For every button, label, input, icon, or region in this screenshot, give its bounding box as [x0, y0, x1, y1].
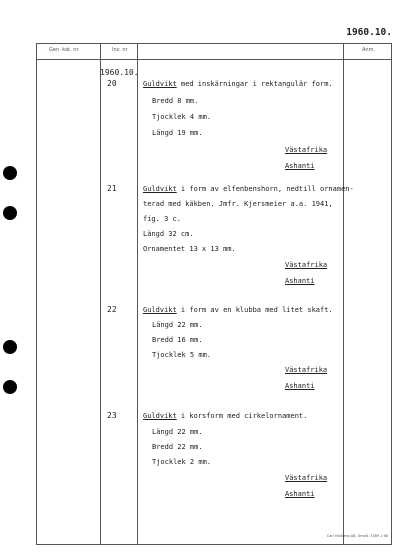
column-divider: [137, 44, 138, 544]
printer-imprint: Carl Hallberg AB, Umeå. 3389 1 68: [326, 534, 388, 538]
column-header-gen-kat-nr: Gen. kat. nr: [49, 47, 79, 53]
origin-region: Västafrika: [285, 146, 328, 154]
origin-people: Ashanti: [285, 382, 315, 390]
origin-region: Västafrika: [285, 474, 328, 482]
entry-title: Guldvikt i form av en klubba med litet skaft.: [143, 306, 333, 314]
entry-title: Guldvikt med inskärningar i rektangulär form.: [143, 80, 333, 88]
origin-people: Ashanti: [285, 277, 315, 285]
entry-detail: terad med käkben. Jmfr. Kjersmeier a.a. 1941,: [143, 200, 333, 208]
column-divider: [100, 44, 101, 544]
inventory-number: 23: [107, 411, 117, 420]
entry-detail: Bredd 8 mm.: [152, 97, 199, 105]
entry-title: Guldvikt i form av elfenbenshorn, nedtill ornamen-: [143, 185, 354, 193]
origin-people: Ashanti: [285, 162, 315, 170]
inventory-year: 1960.10.: [100, 68, 139, 77]
page-number: 1960.10.: [346, 27, 392, 38]
entry-detail: Bredd 22 mm.: [152, 443, 203, 451]
origin-region: Västafrika: [285, 366, 328, 374]
punch-hole: [3, 166, 17, 180]
punch-hole: [3, 340, 17, 354]
header-rule: [37, 59, 391, 60]
entry-detail: Bredd 16 mm.: [152, 336, 203, 344]
entry-detail: Tjocklek 4 mm.: [152, 113, 212, 121]
entry-detail: Längd 32 cm.: [143, 230, 194, 238]
column-header-inv-nr: Inv. nr: [112, 47, 128, 53]
inventory-number: 21: [107, 184, 117, 193]
entry-detail: Ornamentet 13 x 13 mm.: [143, 245, 236, 253]
punch-hole: [3, 380, 17, 394]
entry-title: Guldvikt i korsform med cirkelornament.: [143, 412, 308, 420]
entry-detail: Längd 22 mm.: [152, 428, 203, 436]
column-header-anm: Anm.: [362, 47, 376, 53]
entry-detail: Tjocklek 5 mm.: [152, 351, 212, 359]
inventory-number: 22: [107, 305, 117, 314]
entry-detail: Tjocklek 2 mm.: [152, 458, 212, 466]
entry-detail: Längd 22 mm.: [152, 321, 203, 329]
catalog-table: [36, 43, 392, 545]
entry-detail: fig. 3 c.: [143, 215, 181, 223]
column-divider: [343, 44, 344, 544]
punch-hole: [3, 206, 17, 220]
inventory-number: 20: [107, 79, 117, 88]
origin-region: Västafrika: [285, 261, 328, 269]
origin-people: Ashanti: [285, 490, 315, 498]
entry-detail: Längd 19 mm.: [152, 129, 203, 137]
